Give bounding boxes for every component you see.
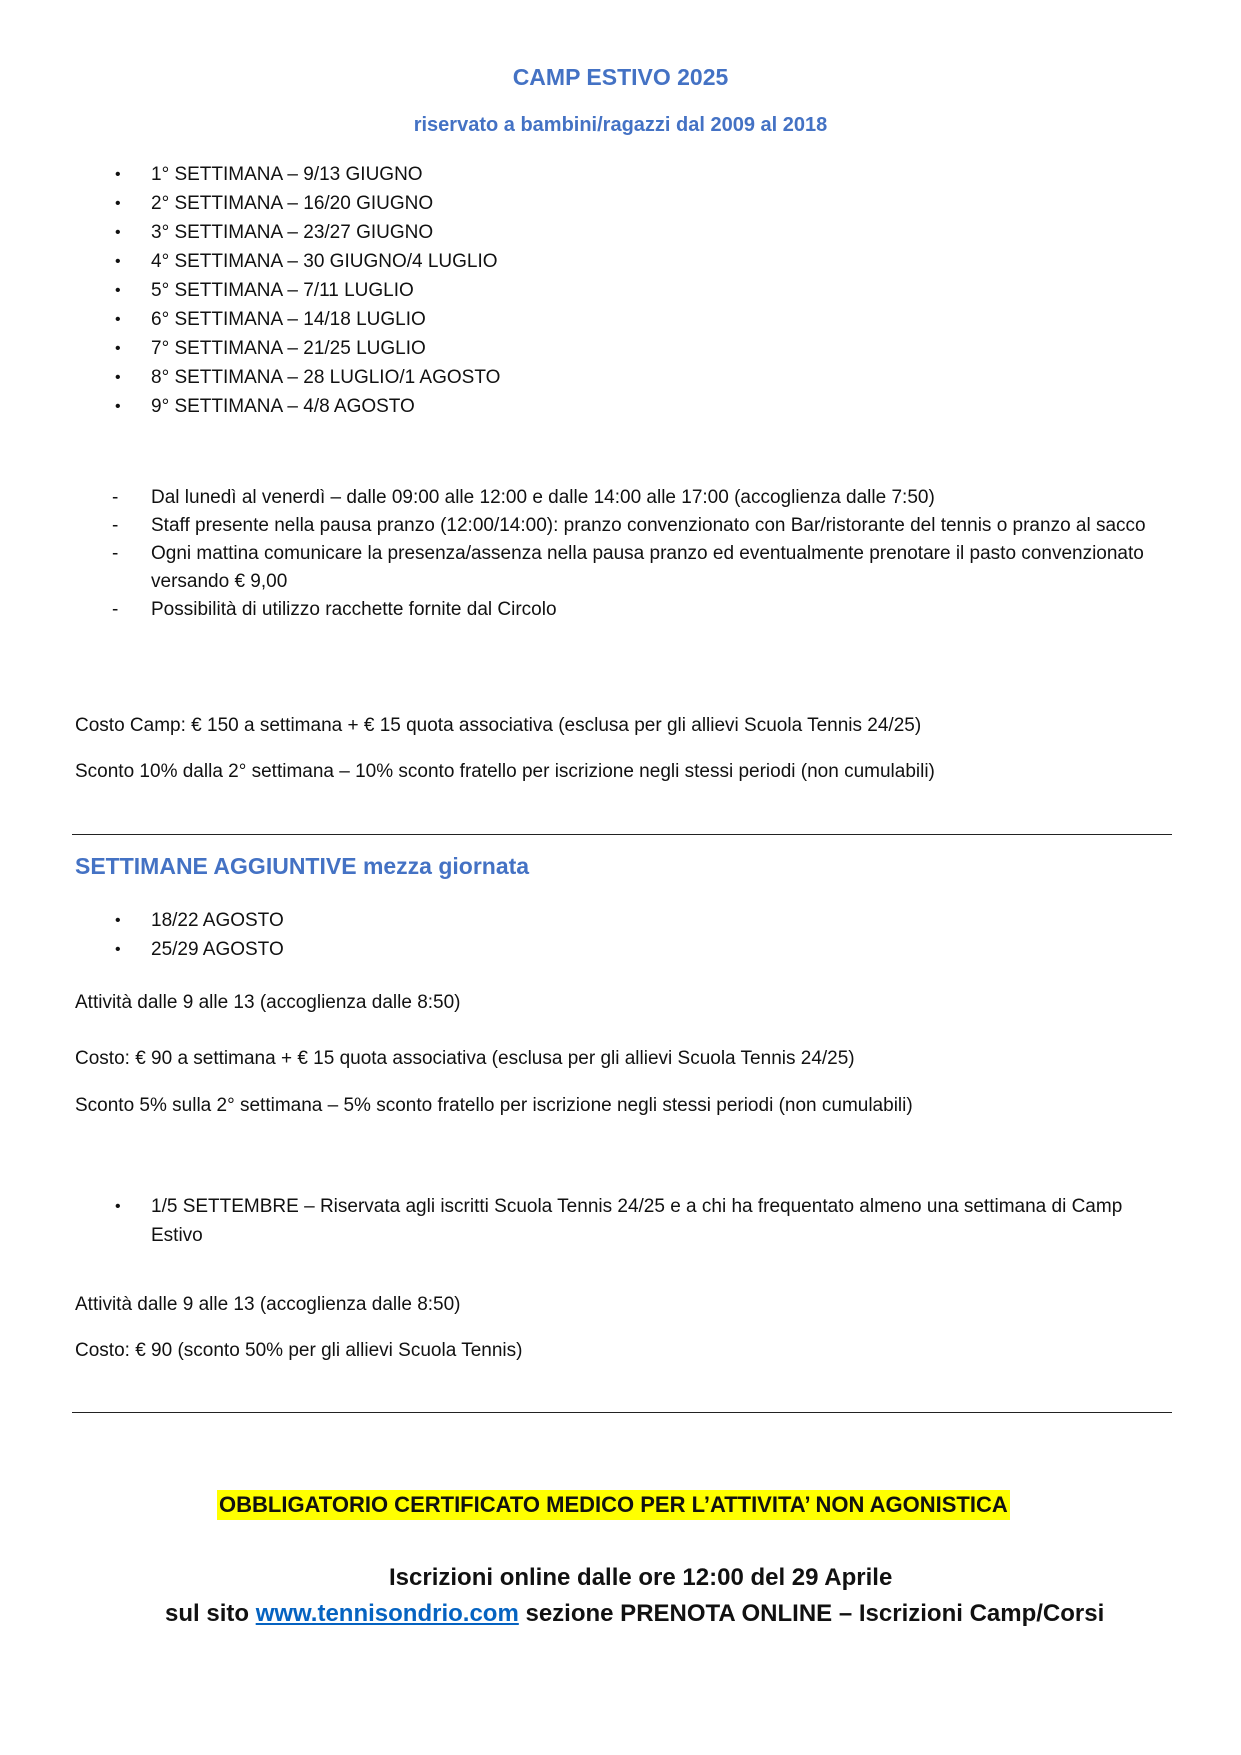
extra-discount: Sconto 5% sulla 2° settimana – 5% sconto fratello per iscrizione negli stessi periodi (non cumulabili) <box>75 1095 913 1116</box>
bullet-icon: • <box>115 253 121 270</box>
list-item: • 4° SETTIMANA – 30 GIUGNO/4 LUGLIO <box>115 247 500 276</box>
divider <box>72 1412 1172 1413</box>
website-link[interactable]: www.tennisondrio.com <box>255 1600 519 1627</box>
list-item: • 1° SETTIMANA – 9/13 GIUGNO <box>115 160 500 189</box>
page-title: CAMP ESTIVO 2025 <box>512 64 729 90</box>
bullet-icon: • <box>115 166 121 183</box>
details-list <box>112 484 1162 624</box>
list-item: - Ogni mattina comunicare la presenza/assenza nella pausa pranzo ed eventualmente prenotare il pasto convenzionato versando € 9,00 <box>112 540 1162 596</box>
registration-site-line: sul sito www.tennisondrio.com sezione PRENOTA ONLINE – Iscrizioni Camp/Corsi <box>165 1600 1105 1627</box>
bullet-icon: • <box>115 398 121 415</box>
bullet-icon: • <box>115 195 121 212</box>
bullet-icon: • <box>115 340 121 357</box>
bullet-icon: • <box>115 311 121 328</box>
dash-icon: - <box>112 515 119 536</box>
list-item: - Possibilità di utilizzo racchette fornite dal Circolo <box>112 596 1162 624</box>
bullet-icon: • <box>115 282 121 299</box>
list-item: • 8° SETTIMANA – 28 LUGLIO/1 AGOSTO <box>115 363 500 392</box>
section-heading: SETTIMANE AGGIUNTIVE mezza giornata <box>75 853 530 879</box>
camp-discount: Sconto 10% dalla 2° settimana – 10% sconto fratello per iscrizione negli stessi periodi (non cumulabili) <box>75 761 935 782</box>
list-item: - Dal lunedì al venerdì – dalle 09:00 alle 12:00 e dalle 14:00 alle 17:00 (accoglienza dalle 7:50) <box>112 484 1162 512</box>
dash-icon: - <box>112 543 119 564</box>
camp-cost: Costo Camp: € 150 a settimana + € 15 quota associativa (esclusa per gli allievi Scuola Tennis 24/25) <box>75 715 922 736</box>
list-item: • 7° SETTIMANA – 21/25 LUGLIO <box>115 334 500 363</box>
bullet-icon: • <box>115 1198 121 1215</box>
bullet-icon: • <box>115 224 121 241</box>
list-item: • 9° SETTIMANA – 4/8 AGOSTO <box>115 392 500 421</box>
september-activity: Attività dalle 9 alle 13 (accoglienza dalle 8:50) <box>75 1294 461 1315</box>
list-item: • 1/5 SETTEMBRE – Riservata agli iscritti Scuola Tennis 24/25 e a chi ha frequentato almeno una settimana di Camp Estivo <box>115 1192 1175 1250</box>
list-item: • 18/22 AGOSTO <box>115 906 284 935</box>
list-item: • 6° SETTIMANA – 14/18 LUGLIO <box>115 305 500 334</box>
bullet-icon: • <box>115 941 121 958</box>
list-item: • 3° SETTIMANA – 23/27 GIUGNO <box>115 218 500 247</box>
page-subtitle: riservato a bambini/ragazzi dal 2009 al 2018 <box>413 114 828 136</box>
divider <box>72 834 1172 835</box>
list-item: - Staff presente nella pausa pranzo (12:00/14:00): pranzo convenzionato con Bar/ristorante del tennis o pranzo al sacco <box>112 512 1162 540</box>
dash-icon: - <box>112 487 119 508</box>
medical-certificate-notice: OBBLIGATORIO CERTIFICATO MEDICO PER L’ATTIVITA’ NON AGONISTICA <box>217 1490 1010 1520</box>
list-item: • 2° SETTIMANA – 16/20 GIUGNO <box>115 189 500 218</box>
extra-activity: Attività dalle 9 alle 13 (accoglienza dalle 8:50) <box>75 992 461 1013</box>
dash-icon: - <box>112 599 119 620</box>
list-item: • 25/29 AGOSTO <box>115 935 284 964</box>
extra-weeks-list <box>115 906 284 964</box>
september-list <box>115 1192 1175 1250</box>
weeks-list <box>115 160 500 421</box>
bullet-icon: • <box>115 369 121 386</box>
extra-cost: Costo: € 90 a settimana + € 15 quota associativa (esclusa per gli allievi Scuola Tennis 24/25) <box>75 1048 855 1069</box>
september-cost: Costo: € 90 (sconto 50% per gli allievi Scuola Tennis) <box>75 1340 523 1361</box>
registration-line: Iscrizioni online dalle ore 12:00 del 29 Aprile <box>389 1564 893 1591</box>
bullet-icon: • <box>115 912 121 929</box>
list-item: • 5° SETTIMANA – 7/11 LUGLIO <box>115 276 500 305</box>
